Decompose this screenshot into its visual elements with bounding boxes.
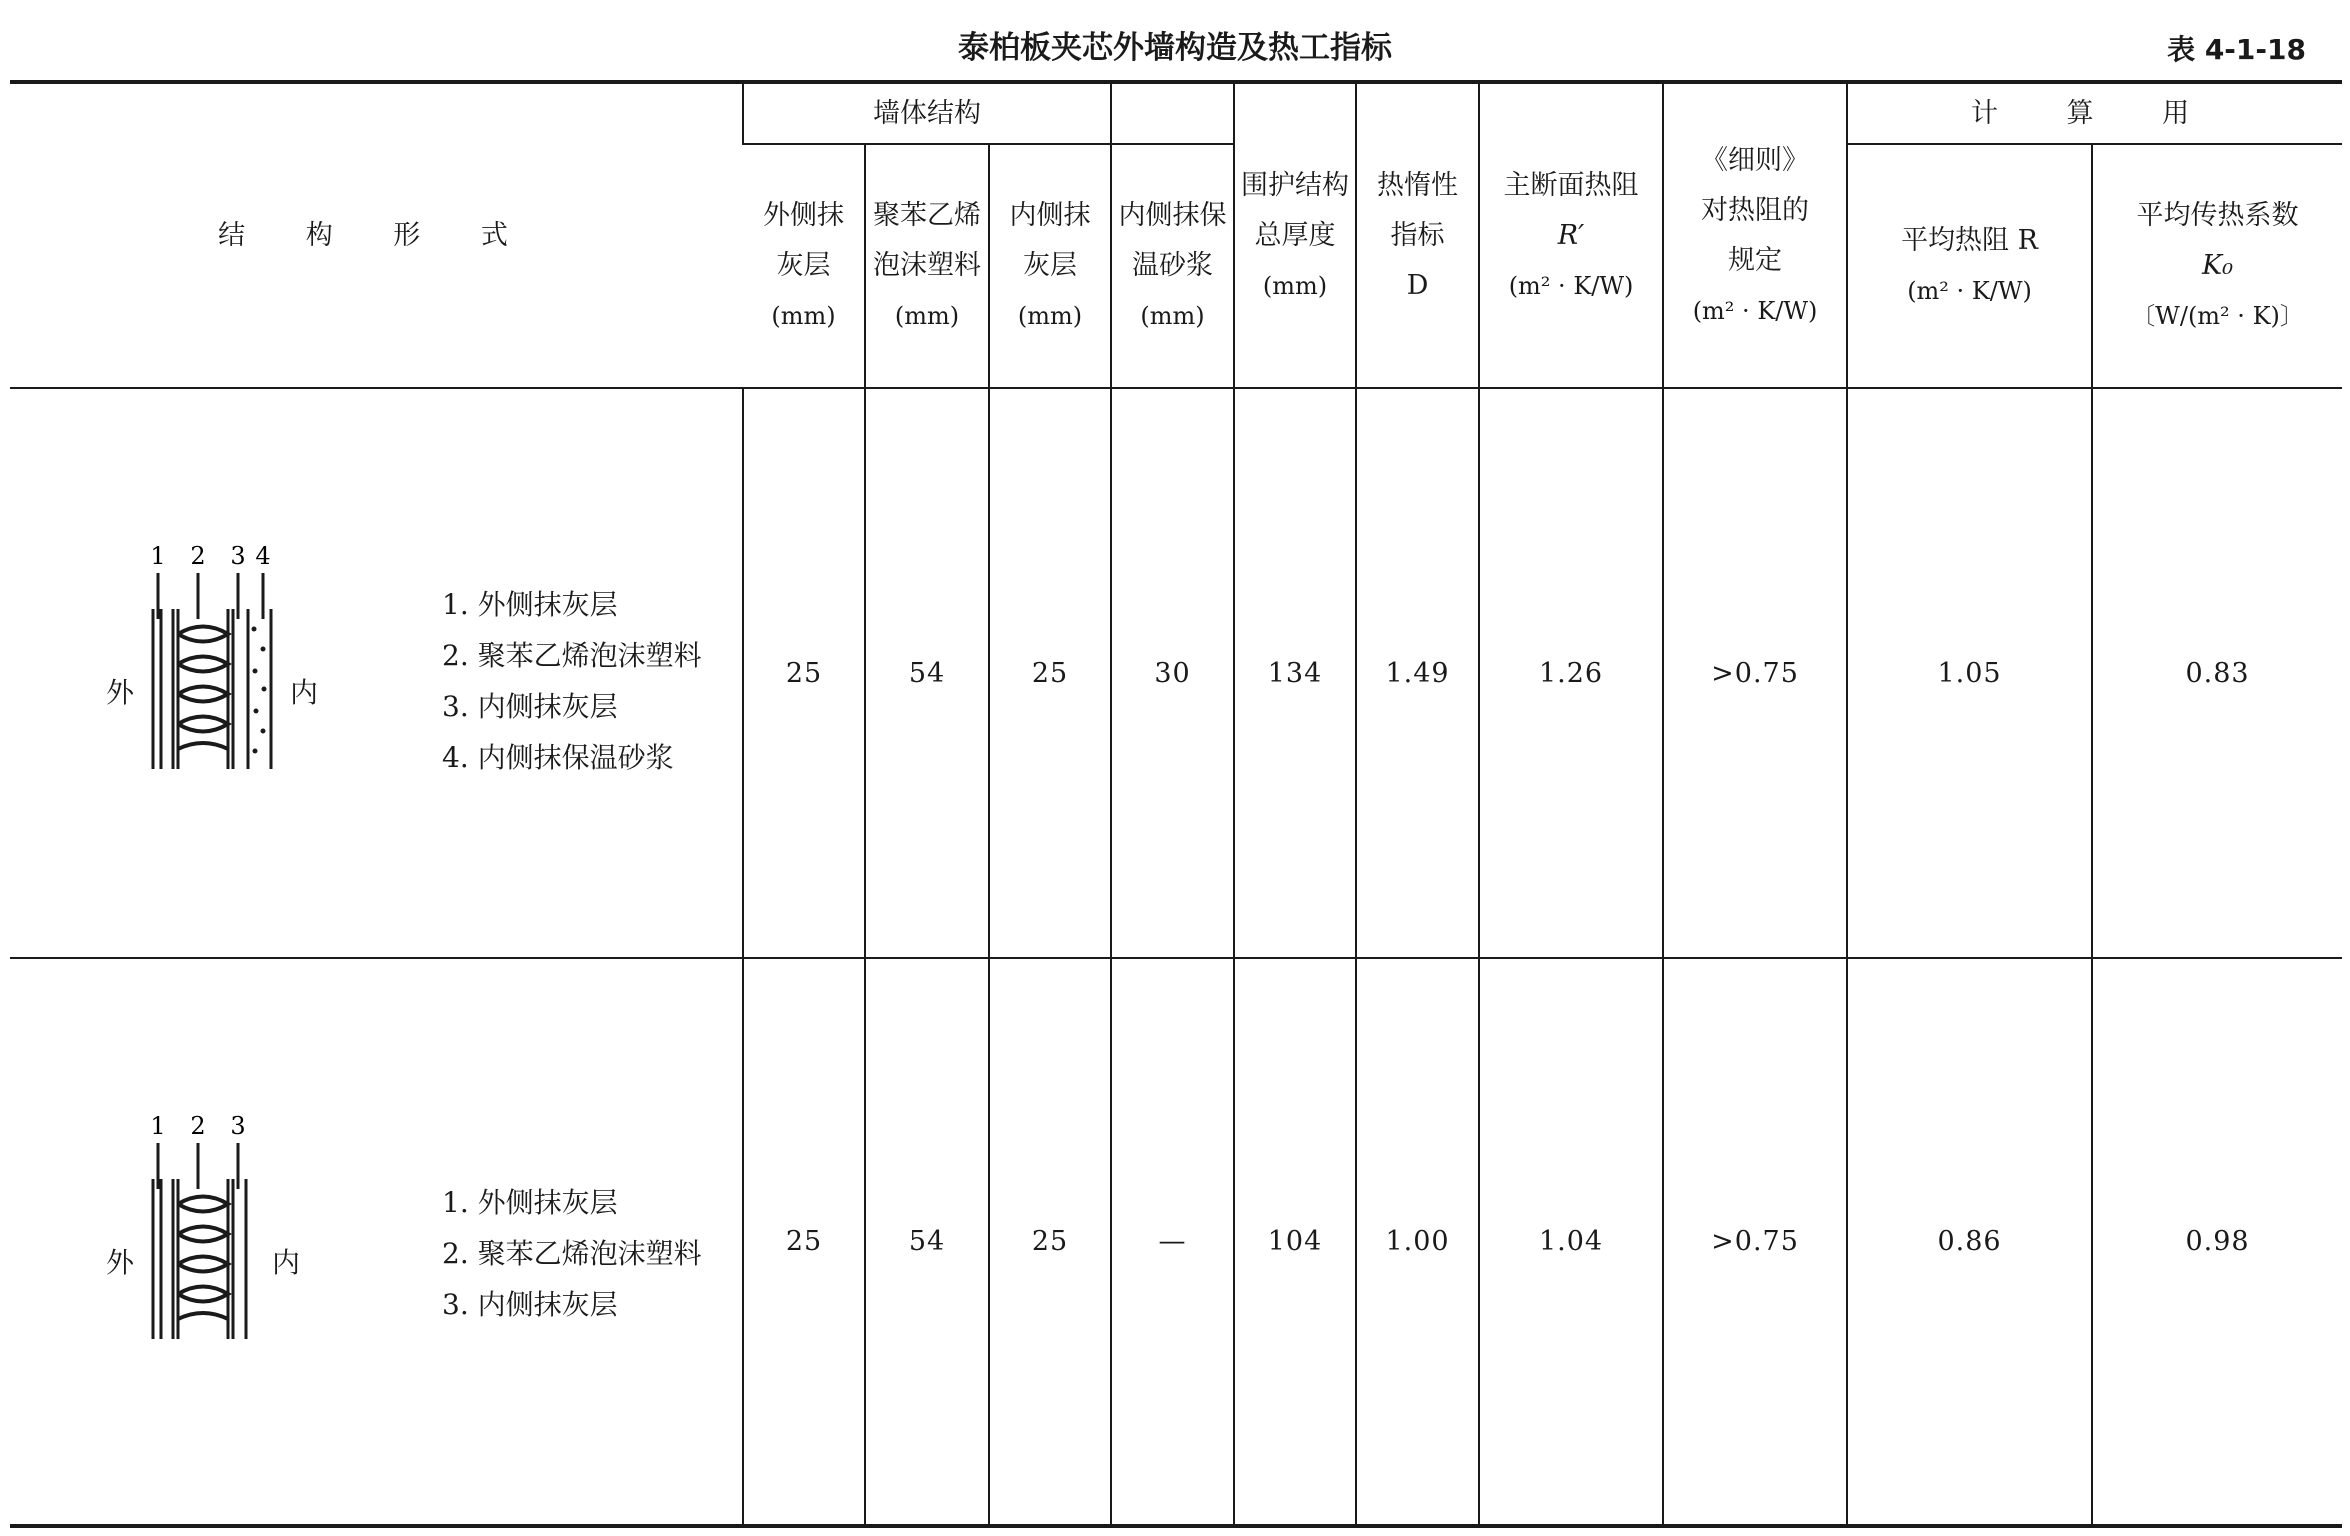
header-avg-coeff: 平均传热系数 K₀ 〔W/(m² · K)〕 bbox=[2092, 144, 2342, 388]
inner-mortar-value: 30 bbox=[1111, 388, 1234, 958]
header-inner-mortar: 内侧抹保 温砂浆 (mm) bbox=[1111, 144, 1234, 388]
outside-label: 外 bbox=[106, 1246, 135, 1279]
layer-number: 1 bbox=[150, 1112, 166, 1140]
layer-number: 2 bbox=[190, 1112, 206, 1140]
header-inertia: 热惰性 指标 D bbox=[1356, 82, 1479, 388]
header-total-thickness: 围护结构 总厚度 (mm) bbox=[1234, 82, 1356, 388]
inner-plaster-value: 25 bbox=[989, 388, 1111, 958]
eps-value: 54 bbox=[865, 388, 989, 958]
avg-resistance-value: 1.05 bbox=[1847, 388, 2092, 958]
total-thickness-value: 104 bbox=[1234, 958, 1356, 1526]
header-rule-resistance: 《细则》 对热阻的 规定 (m² · K/W) bbox=[1663, 82, 1847, 388]
table-title: 泰柏板夹芯外墙构造及热工指标 bbox=[958, 30, 1392, 66]
rule-resistance-value: >0.75 bbox=[1663, 958, 1847, 1526]
avg-resistance-value: 0.86 bbox=[1847, 958, 2092, 1526]
header-main-resistance: 主断面热阻 R′ (m² · K/W) bbox=[1479, 82, 1663, 388]
inner-plaster-value: 25 bbox=[989, 958, 1111, 1526]
header-eps: 聚苯乙烯 泡沫塑料 (mm) bbox=[865, 144, 989, 388]
structure-cell bbox=[10, 388, 743, 958]
layer-legend bbox=[442, 579, 702, 783]
legend-item: 2. 聚苯乙烯泡沫塑料 bbox=[442, 1237, 702, 1270]
rule-resistance-value: >0.75 bbox=[1663, 388, 1847, 958]
inertia-value: 1.49 bbox=[1356, 388, 1479, 958]
header-blank bbox=[1111, 82, 1234, 144]
layer-legend bbox=[442, 1177, 702, 1330]
header-calc-use: 计 算 用 bbox=[1847, 82, 2342, 144]
table-row bbox=[10, 958, 2342, 1526]
legend-item: 4. 内侧抹保温砂浆 bbox=[442, 741, 674, 774]
table-number: 表 4-1-18 bbox=[2167, 33, 2306, 66]
legend-item: 1. 外侧抹灰层 bbox=[442, 1186, 618, 1219]
layer-number: 1 bbox=[150, 542, 166, 570]
inside-label: 内 bbox=[272, 1246, 301, 1279]
outer-plaster-value: 25 bbox=[743, 388, 865, 958]
inner-mortar-value: — bbox=[1111, 958, 1234, 1526]
main-resistance-value: 1.26 bbox=[1479, 388, 1663, 958]
header-wall-structure: 墙体结构 bbox=[743, 82, 1111, 144]
avg-coeff-value: 0.98 bbox=[2092, 958, 2342, 1526]
header-avg-resistance: 平均热阻 R (m² · K/W) bbox=[1847, 144, 2092, 388]
outer-plaster-value: 25 bbox=[743, 958, 865, 1526]
inertia-value: 1.00 bbox=[1356, 958, 1479, 1526]
header-outer-plaster: 外侧抹 灰层 (mm) bbox=[743, 144, 865, 388]
wall-section-diagram bbox=[88, 1109, 288, 1349]
layer-number: 3 bbox=[230, 542, 246, 570]
legend-item: 3. 内侧抹灰层 bbox=[442, 690, 618, 723]
thermal-table bbox=[10, 80, 2342, 1528]
layer-number: 4 bbox=[255, 542, 271, 570]
avg-coeff-value: 0.83 bbox=[2092, 388, 2342, 958]
layer-number: 2 bbox=[190, 542, 206, 570]
structure-cell bbox=[10, 958, 743, 1526]
wall-section-diagram bbox=[88, 539, 288, 779]
header-structure-form: 结 构 形 式 bbox=[10, 82, 743, 388]
table-row bbox=[10, 388, 2342, 958]
header-inner-plaster: 内侧抹 灰层 (mm) bbox=[989, 144, 1111, 388]
legend-item: 2. 聚苯乙烯泡沫塑料 bbox=[442, 639, 702, 672]
outside-label: 外 bbox=[106, 676, 135, 709]
legend-item: 3. 内侧抹灰层 bbox=[442, 1288, 618, 1321]
total-thickness-value: 134 bbox=[1234, 388, 1356, 958]
inside-label: 内 bbox=[290, 676, 319, 709]
layer-number: 3 bbox=[230, 1112, 246, 1140]
legend-item: 1. 外侧抹灰层 bbox=[442, 588, 618, 621]
main-resistance-value: 1.04 bbox=[1479, 958, 1663, 1526]
eps-value: 54 bbox=[865, 958, 989, 1526]
